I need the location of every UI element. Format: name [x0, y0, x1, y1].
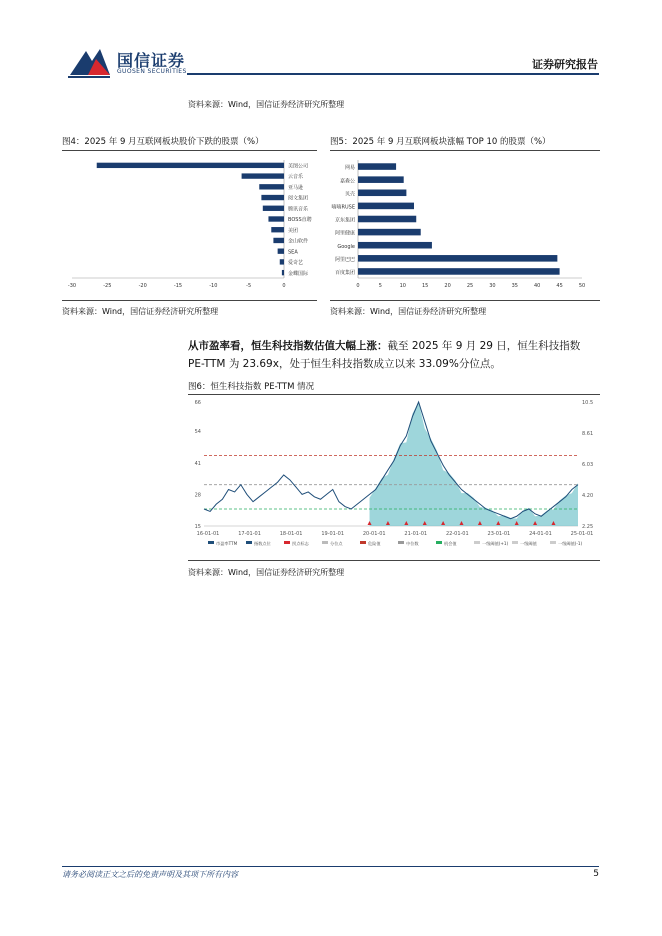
fig5-bar-chart	[330, 154, 600, 294]
fig6-legend-label: 一级阈值	[520, 541, 537, 546]
fig4-category-label: 腾讯音乐	[288, 206, 309, 213]
fig6-y-right-tick: 4.20	[582, 493, 594, 499]
fig4-category-label: 金蝶国际	[288, 270, 309, 277]
fig6-bottom-rule	[188, 560, 600, 561]
fig5-category-label: 阿里健康	[334, 230, 355, 237]
paragraph-text: 截至 2025 年 9 月 29 日，恒生科技指数 PE-TTM 为 23.69x，处于恒生科技指数成立以来 33.09%分位点。	[188, 340, 581, 370]
report-type-label: 证券研究报告	[532, 58, 598, 71]
fig4-x-tick-label: -5	[246, 283, 252, 289]
fig4-title: 图4：2025 年 9 月互联网板块股价下跌的股票（%）	[62, 137, 264, 147]
fig4-x-tick-label: 0	[282, 283, 286, 289]
fig6-y-left-tick: 41	[194, 460, 201, 467]
fig4-bar	[280, 259, 284, 264]
page-number: 5	[593, 869, 599, 879]
fig5-bar	[358, 163, 396, 170]
fig5-bar	[358, 203, 414, 210]
fig5-x-tick-label: 20	[444, 283, 451, 289]
fig5-bottom-rule	[330, 300, 600, 301]
fig5-bar	[358, 216, 416, 223]
fig5-category-label: 嘉森公	[339, 178, 355, 185]
fig5-source: 资料来源：Wind，国信证券经济研究所整理	[330, 307, 487, 316]
body-paragraph	[188, 337, 600, 373]
fig6-x-tick-label: 22-01-01	[445, 531, 469, 537]
fig6-x-tick-label: 21-01-01	[404, 531, 428, 537]
fig4-category-label: 爱奇艺	[288, 260, 304, 267]
fig6-legend-label: 危险值	[368, 541, 381, 546]
fig4-bar	[278, 249, 284, 254]
fig4-x-tick-label: -20	[138, 283, 147, 289]
guosen-logo-icon	[66, 45, 112, 79]
fig5-x-tick-label: 30	[489, 283, 496, 289]
fig4-x-tick-label: -25	[103, 283, 112, 289]
fig5-category-label: Google	[337, 243, 355, 250]
fig6-x-tick-label: 25-01-01	[570, 531, 594, 537]
fig5-x-tick-label: 0	[356, 283, 360, 289]
fig5-top-rule	[330, 150, 600, 151]
fig6-x-tick-label: 18-01-01	[279, 531, 303, 537]
fig5-category-label: 阿里巴巴	[334, 256, 355, 263]
fig6-legend-swatch	[284, 541, 290, 544]
fig6-legend-label: 一级阈值(+1)	[482, 541, 509, 546]
fig6-source: 资料来源：Wind，国信证券经济研究所整理	[188, 568, 345, 577]
fig6-legend-label: 中位数	[406, 541, 419, 546]
fig4-category-label: 美图公司	[288, 163, 309, 170]
fig6-y-left-tick: 54	[194, 429, 201, 436]
fig5-x-tick-label: 5	[378, 283, 382, 289]
fig6-legend-swatch	[246, 541, 252, 544]
fig4-source: 资料来源：Wind，国信证券经济研究所整理	[62, 307, 219, 316]
fig6-x-tick-label: 17-01-01	[238, 531, 261, 537]
header-divider	[187, 73, 599, 75]
source-note-top: 资料来源：Wind，国信证券经济研究所整理	[188, 100, 345, 109]
fig6-legend-swatch	[398, 541, 404, 544]
fig4-category-label: 云音乐	[288, 174, 304, 181]
fig6-legend-label: 市盈率TTM	[216, 541, 238, 546]
fig4-top-rule	[62, 150, 317, 151]
fig5-category-label: 嘀嘀RUSE	[331, 204, 355, 211]
fig5-x-tick-label: 10	[399, 283, 406, 289]
fig5-x-tick-label: 35	[511, 283, 518, 289]
fig4-x-tick-label: -30	[67, 283, 77, 289]
fig6-legend-swatch	[550, 541, 556, 544]
fig4-category-label: SEA	[288, 249, 298, 256]
fig5-title: 图5：2025 年 9 月互联网板块涨幅 TOP 10 的股票（%）	[330, 137, 551, 147]
fig6-pe-chart	[188, 396, 600, 556]
fig6-legend-label: 一级阈值(-1)	[558, 541, 583, 546]
fig6-y-right-tick: 2.25	[582, 524, 594, 530]
fig6-legend-label: 机会值	[444, 541, 457, 546]
fig6-y-left-tick: 15	[194, 524, 201, 530]
fig4-bar	[242, 173, 284, 178]
fig6-index-area	[370, 402, 578, 526]
fig6-x-tick-label: 24-01-01	[529, 531, 552, 537]
fig6-x-tick-label: 20-01-01	[362, 531, 386, 537]
fig4-bar	[263, 206, 284, 211]
fig5-x-tick-label: 45	[556, 283, 563, 289]
logo-chinese-name: 国信证券	[117, 51, 186, 70]
fig6-legend-swatch	[512, 541, 518, 544]
fig5-category-label: 百度集团	[334, 270, 355, 277]
fig5-category-label: 网易	[344, 165, 355, 172]
fig4-x-tick-label: -15	[173, 283, 183, 289]
fig6-y-right-tick: 6.03	[582, 462, 594, 468]
fig5-bar	[358, 176, 404, 183]
fig4-bar	[271, 227, 284, 232]
fig6-top-rule	[188, 394, 600, 395]
fig4-bottom-rule	[62, 300, 317, 301]
fig5-x-tick-label: 25	[466, 283, 474, 289]
fig5-bar	[358, 268, 560, 275]
fig5-bar	[358, 255, 557, 262]
fig5-x-tick-label: 40	[534, 283, 541, 289]
footer-disclaimer: 请务必阅读正文之后的免责声明及其项下所有内容	[62, 870, 238, 879]
fig5-bar	[358, 190, 406, 197]
fig6-y-left-tick: 66	[194, 400, 201, 406]
paragraph-bold-lead: 从市盈率看，恒生科技指数估值大幅上涨：	[188, 340, 388, 352]
fig6-y-right-tick: 8.61	[582, 431, 594, 437]
fig6-x-tick-label: 19-01-01	[321, 531, 345, 537]
fig6-legend-swatch	[208, 541, 214, 544]
fig6-y-left-tick: 28	[194, 492, 201, 499]
fig6-title: 图6：恒生科技指数 PE-TTM 情况	[188, 382, 315, 392]
logo-english-name: GUOSEN SECURITIES	[117, 68, 187, 75]
fig6-x-tick-label: 16-01-01	[196, 531, 220, 537]
fig5-x-tick-label: 50	[578, 283, 586, 289]
fig6-y-right-tick: 10.5	[582, 400, 594, 406]
footer-divider	[62, 866, 599, 867]
fig4-bar-chart	[62, 154, 317, 294]
fig5-bar	[358, 229, 421, 236]
fig4-bar	[282, 270, 284, 275]
fig6-legend-swatch	[474, 541, 480, 544]
fig6-legend-swatch	[360, 541, 366, 544]
fig5-x-tick-label: 15	[422, 283, 429, 289]
fig4-category-label: 亚马逊	[288, 184, 304, 191]
fig6-legend-label: 分位点	[330, 541, 343, 546]
fig4-category-label: 金山软件	[288, 238, 309, 245]
fig4-bar	[268, 216, 284, 221]
fig6-legend-swatch	[436, 541, 442, 544]
fig4-x-tick-label: -10	[209, 283, 218, 289]
fig6-legend-label: 指数点位	[254, 541, 271, 546]
fig5-category-label: 贝壳	[344, 191, 355, 198]
fig4-bar	[261, 195, 284, 200]
fig4-bar	[97, 163, 284, 168]
fig4-bar	[259, 184, 284, 189]
fig5-bar	[358, 242, 432, 249]
fig4-category-label: 阅文集团	[288, 195, 309, 202]
fig4-category-label: 美团	[288, 227, 299, 234]
fig4-bar	[273, 238, 284, 243]
fig6-legend-label: 拐点标志	[292, 541, 309, 546]
fig4-category-label: BOSS直聘	[288, 217, 312, 224]
fig6-legend-swatch	[322, 541, 328, 544]
fig6-x-tick-label: 23-01-01	[487, 531, 511, 537]
fig5-category-label: 京东集团	[334, 217, 355, 224]
